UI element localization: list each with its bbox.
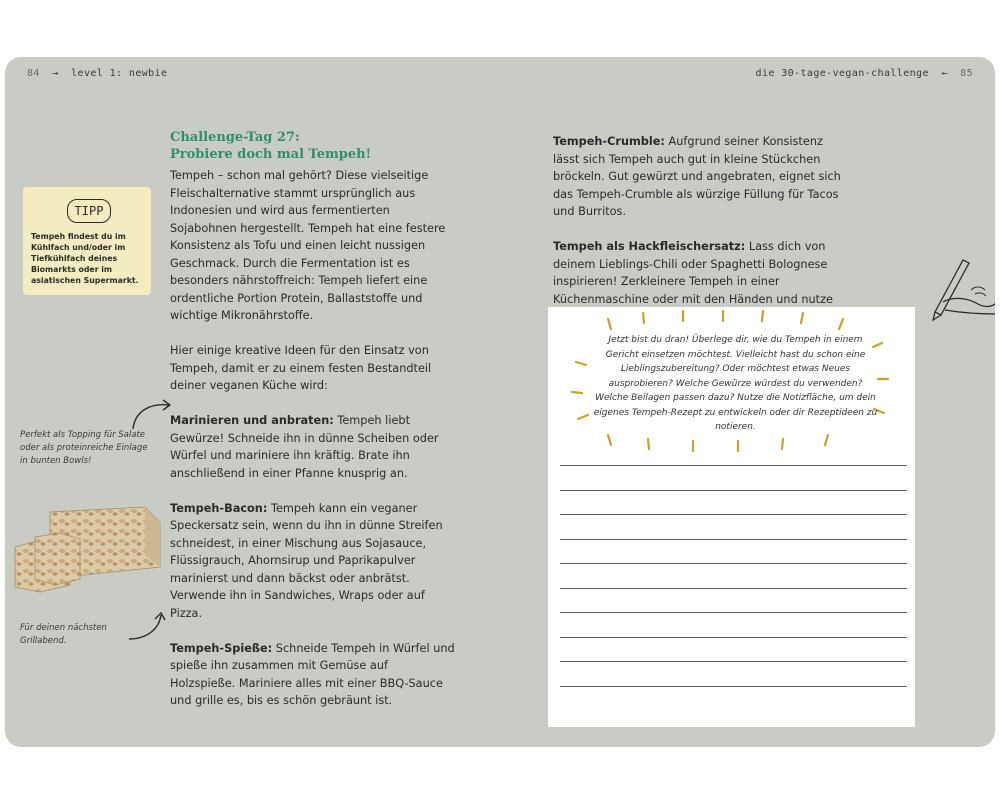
notes-prompt: Jetzt bist du dran! Überlege dir, wie du Tempeh in einem Gericht einsetzen möchtest. Vielleicht hast du schon eine Lieblingszubereitung? Oder möchtest etwas Neues ausprobieren? Welche Gewürze würdest du verwenden? Welche Beilagen passen dazu? Nutze die Notizfläche, um dein eigenes Tempeh-Rezept zu entwickeln oder dir Rezeptideen zu notieren. (593, 335, 878, 432)
tipp-box (23, 187, 151, 295)
idea-text: Aufgrund seiner Konsistenz lässt sich Tempeh auch gut in kleine Stückchen bröckeln. Gut gewürzt und angebraten, eignet sich das Tempeh-Crumble als würzige Füllung für Tacos und Burritos. (553, 135, 841, 218)
curved-arrow-icon (125, 397, 175, 437)
writing-line (560, 588, 907, 589)
title-line-1: Challenge-Tag 27: (170, 130, 300, 145)
tipp-label: TIPP (67, 199, 111, 223)
idea-heading: Marinieren und anbraten: (170, 414, 334, 427)
writing-line (560, 539, 907, 540)
pen-hand-icon (923, 252, 995, 322)
idea-heading: Tempeh-Bacon: (170, 501, 268, 515)
writing-line (560, 637, 907, 638)
idea-spiesse (170, 640, 455, 710)
book-spread (5, 57, 995, 747)
idea-heading: Tempeh-Crumble: (553, 135, 665, 148)
writing-lines[interactable] (560, 465, 907, 710)
right-page-number: 85 (960, 68, 973, 79)
ideas-intro-paragraph: Hier einige kreative Ideen für den Einsatz von Tempeh, damit er zu einem festen Bestandteil deiner veganen Küche wird: (170, 344, 432, 392)
writing-line (560, 563, 907, 564)
idea-text: Lass dich von deinem Lieblings-Chili oder Spaghetti Bolognese inspirieren! Zerkleinere Tempeh in einer Küchenmaschine oder mit den Händen und nutze (553, 240, 833, 306)
idea-marinieren (170, 412, 455, 482)
idea-bacon (170, 500, 455, 623)
writing-line (560, 686, 907, 687)
curved-arrow-icon (123, 609, 168, 644)
side-note-topping: Perfekt als Topping für Salate oder als proteinreiche Einlage in bunten Bowls! (20, 430, 148, 466)
left-running-title: level 1: newbie (71, 68, 168, 79)
right-arrow-icon: → (52, 68, 59, 79)
header-left (27, 68, 167, 79)
idea-text: Tempeh liebt Gewürze! Schneide ihn in dünne Scheiben oder Würfel und mariniere ihn kräftig. Brate ihn anschließend in einer Pfanne knusprig an. (170, 414, 439, 480)
idea-text: Schneide Tempeh in Würfel und spieße ihn zusammen mit Gemüse auf Holzspieße. Mariniere alles mit einer BBQ-Sauce und grille es, bis es schön gebräunt ist. (170, 641, 455, 707)
side-note-grillabend: Für deinen nächsten Grillabend. (20, 623, 107, 646)
left-page-number: 84 (27, 68, 40, 79)
challenge-title (170, 129, 371, 163)
left-column (170, 167, 455, 727)
header-right (756, 68, 973, 79)
writing-line (560, 661, 907, 662)
intro-paragraph: Tempeh – schon mal gehört? Diese vielseitige Fleischalternative stammt ursprünglich aus Indonesien und wird aus fermentierten Sojabohnen hergestellt. Tempeh hat eine festere Konsistenz als Tofu und einen leicht nussigen Geschmack. Durch die Fermentation ist es besonders nährstoffreich: Tempeh liefert eine ordentliche Portion Protein, Ballaststoffe und wichtige Mikronährstoffe. (170, 169, 446, 322)
writing-line (560, 514, 907, 515)
writing-line (560, 465, 907, 466)
tempeh-block-illustration (10, 497, 165, 597)
idea-heading: Tempeh-Spieße: (170, 641, 273, 655)
idea-heading: Tempeh als Hackfleischersatz: (553, 240, 746, 253)
title-line-2: Probiere doch mal Tempeh! (170, 147, 372, 162)
left-arrow-icon: ← (941, 68, 948, 79)
writing-line (560, 612, 907, 613)
writing-line (560, 490, 907, 491)
tipp-text: Tempeh findest du im Kühlfach und/oder im Tiefkühlfach deines Biomarkts oder im asiatischen Supermarkt. (31, 232, 139, 285)
right-running-title: die 30-tage-vegan-challenge (755, 68, 929, 79)
idea-crumble (553, 133, 845, 221)
idea-text: Tempeh kann ein veganer Speckersatz sein, wenn du ihn in dünne Streifen schneidest, in einer Mischung aus Sojasauce, Flüssigrauch, Ahornsirup und Paprikapulver marinierst und dann bäckst oder anbrätst. Verwende ihn in Sandwiches, Wraps oder auf Pizza. (170, 501, 443, 620)
notes-area[interactable] (548, 307, 915, 727)
